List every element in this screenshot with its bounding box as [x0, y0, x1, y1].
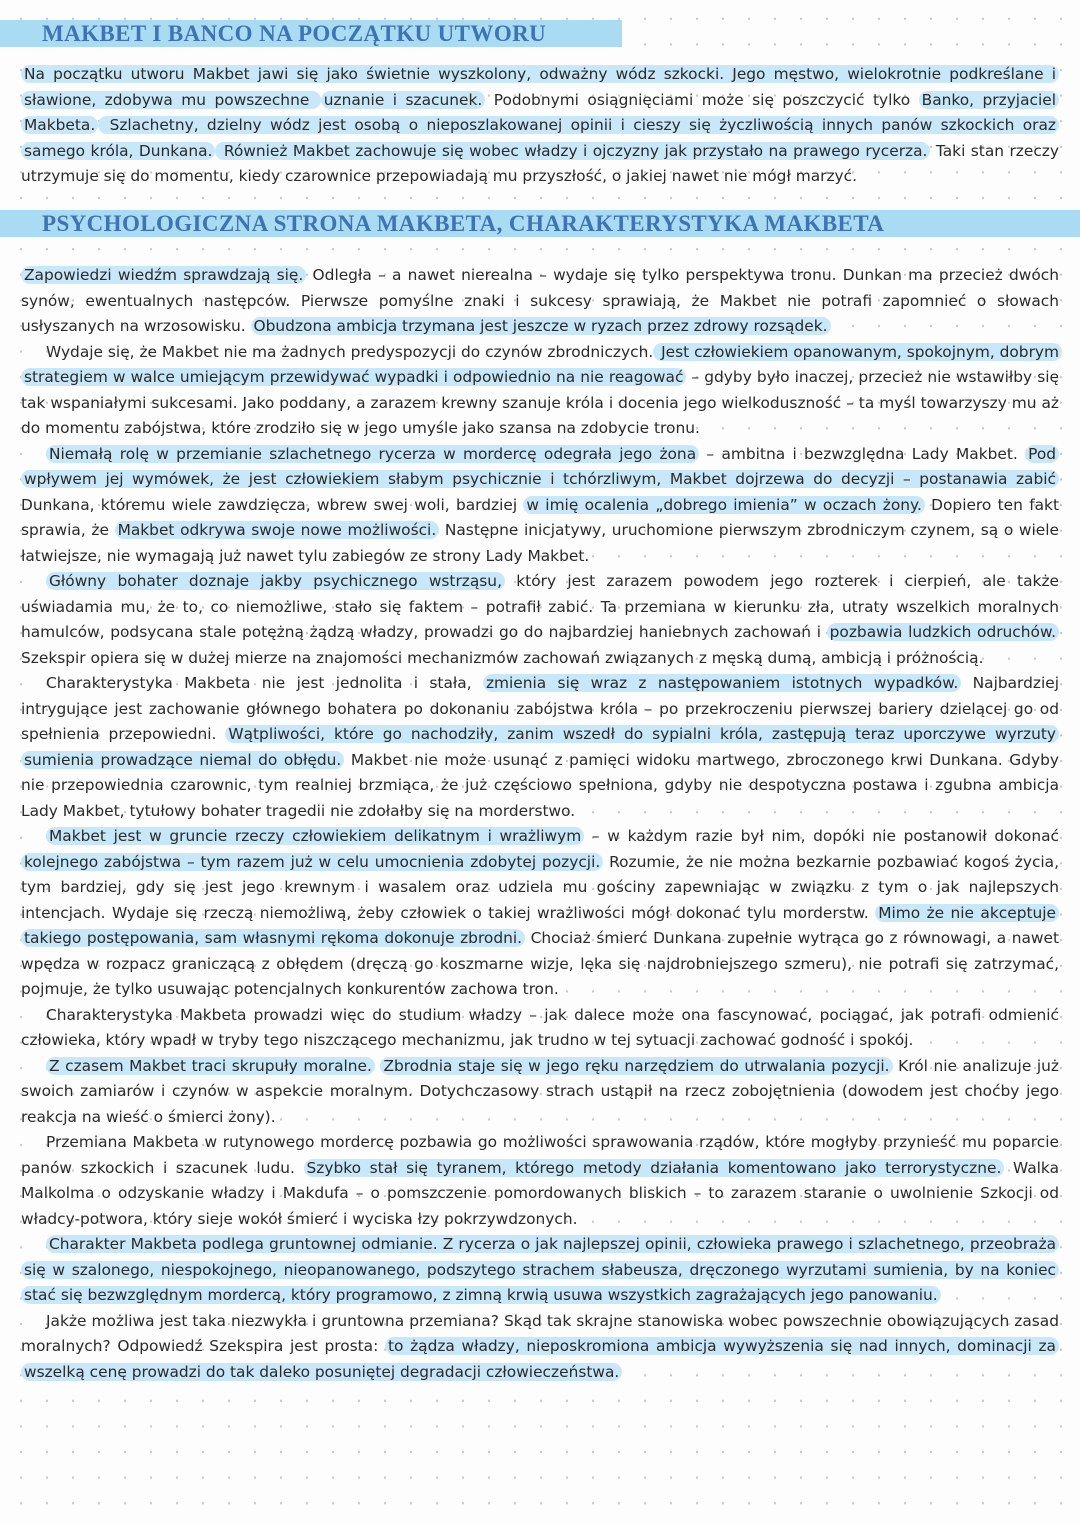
text-run: który jest zarazem powodem jego rozterek i cierpień, ale także uświadamia mu, że to, co niemożliwe, stało się faktem – potrafił zabić. Ta przemiana w kierunku zła, utraty wszelkich moralnych hamulców, podsycana stale potężną żądzą władzy, prowadzi go do najbardziej haniebnych zachowań i	[21, 572, 1059, 641]
character-analysis-block	[21, 263, 1059, 1385]
highlighted-text: Niemałą rolę w przemianie szlachetnego rycerza w mordercę odegrała jego żona	[46, 445, 699, 463]
analysis-paragraph	[21, 340, 1059, 442]
text-run: Makbet nie może usunąć z pamięci widoku martwego, zbroczonego krwi Dunkana. Gdyby nie przepowiednia czarownic, tym realniej brzmiąca, że już częściowo spełniona, gdyby nie despotyczna postawa i zgubna ambicja Lady Makbet, tytułowy bohater tragedii nie zdołałby się na morderstwo.	[21, 750, 1059, 820]
text-run: Podobnymi osiągnięciami może się poszczycić tylko	[485, 90, 919, 109]
highlighted-text: Na początku utworu Makbet jawi się jako świetnie wyszkolony, odważny wódz szkocki. Jego męstwo, wielokrotnie podkreślane i sławione, zdobywa mu powszechne	[21, 65, 1059, 109]
text-run: Taki stan rzeczy utrzymuje się do momentu, kiedy czarownice przepowiadają mu przyszłość, o jakiej nawet nie mógł marzyć.	[21, 141, 1059, 185]
highlighted-text: Makbet odkrywa swoje nowe możliwości.	[115, 521, 440, 539]
analysis-paragraph	[21, 1003, 1059, 1054]
text-run: Najbardziej intrygujące jest zachowanie głównego bohatera po dokonaniu zabójstwa króla – po przekroczeniu pierwszej bariery dzielącej go od spełnienia przepowiedni.	[21, 674, 1059, 743]
highlighted-text: to żądza władzy, nieposkromiona ambicja wywyższenia się nad innych, dominacji za wszelką cenę prowadzi do tak daleko posuniętej degradacji człowieczeństwa.	[21, 1337, 1059, 1381]
highlighted-text: pozbawia ludzkich odruchów.	[827, 623, 1059, 641]
highlighted-text: Zbrodnia staje się w jego ręku narzędziem do utrwalania pozycji.	[380, 1057, 892, 1075]
highlighted-text: Z czasem Makbet traci skrupuły moralne.	[46, 1057, 375, 1075]
text-run: – w każdym razie był nim, dopóki nie postanowił dokonać	[584, 827, 1060, 845]
highlighted-text: Zapowiedzi wiedźm sprawdzają się.	[21, 266, 306, 284]
highlighted-text: Charakter Makbeta podlega gruntownej odmianie. Z rycerza o jak najlepszej opinii, człowieka prawego i szlachetnego, przeobraża się w szalonego, niespokojnego, nieopanowanego, podszytego strachem słabeusza, dręczonego wyrzutami sumienia, by na koniec stać się bezwzględnym mordercą, który programowo, z zimną krwią usuwa wszystkich zagrażających jego panowaniu.	[21, 1235, 1059, 1304]
highlighted-text: zmienia się wraz z następowaniem istotnych wypadków.	[483, 674, 961, 692]
text-run: Dopiero ten fakt sprawia, że	[21, 495, 1059, 539]
text-run: Następne inicjatywy, uruchomione pierwszym zbrodniczym czynem, są o wiele łatwiejsze, nie wymagają już nawet tylu zabiegów ze strony Lady Makbet.	[21, 521, 1059, 565]
text-run: Chociaż śmierć Dunkana zupełnie wytrąca go z równowagi, a nawet wpędza w rozpacz graniczącą z obłędem (dręczą go koszmarne wizje, lęka się najdrobniejszego szmeru), nie potrafi się zatrzymać, pojmuje, że tylko usuwając potencjalnych konkurentów zachowa tron.	[21, 929, 1059, 998]
text-run: Rozumie, że nie można bezkarnie pozbawiać kogoś życia, tym bardziej, gdy się jest jego krewnym i wasalem oraz udziela mu gościny zapewniając w związku z tym o jak najlepszych intencjach. Wydaje się rzeczą niemożliwą, żeby człowiek o takiej wrażliwości mógł dokonać tylu morderstw.	[21, 852, 1060, 922]
analysis-paragraph	[21, 1309, 1059, 1386]
highlighted-text: Szlachetny, dzielny wódz jest osobą o nieposzlakowanej opinii i cieszy się życzliwością innych panów szkockich oraz samego króla, Dunkana.	[21, 116, 1059, 160]
text-run: Charakterystyka Makbeta prowadzi więc do studium władzy – jak dalece może ona fascynować, pociągać, jak potrafi odmienić człowieka, który wpadł w tryby tego niszczącego mechanizmu, jak trudno w tej sytuacji zachować godność i spokój.	[21, 1005, 1059, 1049]
text-run: Charakterystyka Makbeta nie jest jednolita i stała,	[46, 674, 483, 692]
analysis-paragraph	[21, 671, 1059, 824]
analysis-paragraph	[21, 824, 1059, 1003]
text-run: Dunkana, któremu wiele zawdzięcza, wbrew swej woli, bardziej	[21, 495, 524, 514]
highlighted-text: Mimo że nie akceptuje takiego postępowania, sam własnymi rękoma dokonuje zbrodni.	[21, 904, 1059, 948]
text-run: Wydaje się, że Makbet nie ma żadnych predyspozycji do czynów zbrodniczych.	[46, 342, 654, 361]
analysis-paragraph	[21, 263, 1059, 340]
text-run: Przemiana Makbeta w rutynowego mordercę pozbawia go możliwości sprawowania rządów, które mogłyby przynieść mu poparcie panów szkockich i szacunek ludu.	[21, 1133, 1059, 1177]
analysis-paragraph	[21, 1054, 1059, 1131]
text-run: Jakże możliwa jest taka niezwykła i gruntowna przemiana? Skąd tak skrajne stanowiska wobec powszechnie obowiązujących zasad moralnych? Odpowiedź Szekspira jest prosta:	[21, 1311, 1059, 1355]
text-run: – ambitna i bezwzględna Lady Makbet.	[699, 444, 1026, 463]
section-heading-psychologiczna: PSYCHOLOGICZNA STRONA MAKBETA, CHARAKTERYSTYKA MAKBETA	[0, 210, 1080, 237]
text-run: Odległa – a nawet nierealna – wydaje się tylko perspektywa tronu. Dunkan ma przecież dwóch synów, ewentualnych następców. Pierwsze pomyślne znaki i sukcesy sprawiają, że Makbet nie potrafi zapomnieć o słowach usłyszanych na wrzosowisku.	[21, 266, 1059, 335]
highlighted-text: kolejnego zabójstwa – tym razem już w celu umocnienia zdobytej pozycji.	[21, 853, 603, 871]
text-run: – gdyby było inaczej, przecież nie wstawiłby się tak wspaniałymi sukcesami. Jako poddany, a zarazem krewny szanuje króla i docenia jego wielkoduszność – ta myśl towarzyszy mu aż do momentu zabójstwa, które zrodziło się w jego umyśle jako szansa na zdobycie tronu.	[21, 368, 1059, 437]
text-run: Szekspir opiera się w dużej mierze na znajomości mechanizmów zachowań związanych z męską dumą, ambicją i próżnością.	[21, 648, 984, 667]
highlighted-text: Banko, przyjaciel Makbeta.	[21, 91, 1059, 135]
highlighted-text: Jest człowiekiem opanowanym, spokojnym, dobrym strategiem w walce umiejącym przewidywać wypadki i odpowiednio na nie reagować	[21, 343, 1062, 387]
intro-block	[21, 62, 1059, 190]
highlighted-text: uznanie i szacunek.	[321, 91, 486, 109]
highlighted-text: Szybko stał się tyranem, którego metody działania komentowano jako terrorystyczne.	[304, 1159, 1005, 1177]
section-heading-makbet-banco: MAKBET I BANCO NA POCZĄTKU UTWORU	[0, 20, 622, 47]
text-run: Król nie analizuje już swoich zamiarów i czynów w aspekcie moralnym. Dotychczasowy strach ustąpił na rzecz zobojętnienia (dowodem jest choćby jego reakcja na wieść o śmierci żony).	[21, 1056, 1059, 1126]
analysis-paragraph	[21, 569, 1059, 671]
analysis-paragraph	[21, 1130, 1059, 1232]
highlighted-text: w imię ocalenia „dobrego imienia” w oczach żony.	[523, 496, 924, 514]
analysis-paragraph	[21, 442, 1059, 570]
highlighted-text: Pod wpływem jej wymówek, że jest człowiekiem słabym psychicznie i tchórzliwym, Makbet dojrzewa do decyzji – postanawia zabić	[21, 445, 1059, 489]
highlighted-text: Obudzona ambicja trzymana jest jeszcze w ryzach przez zdrowy rozsądek.	[251, 317, 831, 335]
intro-paragraph	[21, 62, 1059, 190]
highlighted-text: Również Makbet zachowuje się wobec władzy i ojczyzny jak przystało na prawego rycerza.	[215, 142, 930, 160]
analysis-paragraph	[21, 1232, 1059, 1309]
text-run: Walka Malkolma o odzyskanie władzy i Makdufa – o pomszczenie pomordowanych bliskich – to zarazem staranie o uwolnienie Szkocji od władcy-potwora, który sieje wokół śmierć i wyciska łzy pokrzywdzonych.	[21, 1158, 1059, 1228]
highlighted-text: Główny bohater doznaje jakby psychicznego wstrząsu,	[46, 572, 505, 590]
highlighted-text: Wątpliwości, które go nachodziły, zanim wszedł do sypialni króla, zastępują teraz uporczywe wyrzuty sumienia prowadzące niemal do obłędu.	[21, 725, 1059, 769]
highlighted-text: Makbet jest w gruncie rzeczy człowiekiem delikatnym i wrażliwym	[46, 827, 584, 845]
